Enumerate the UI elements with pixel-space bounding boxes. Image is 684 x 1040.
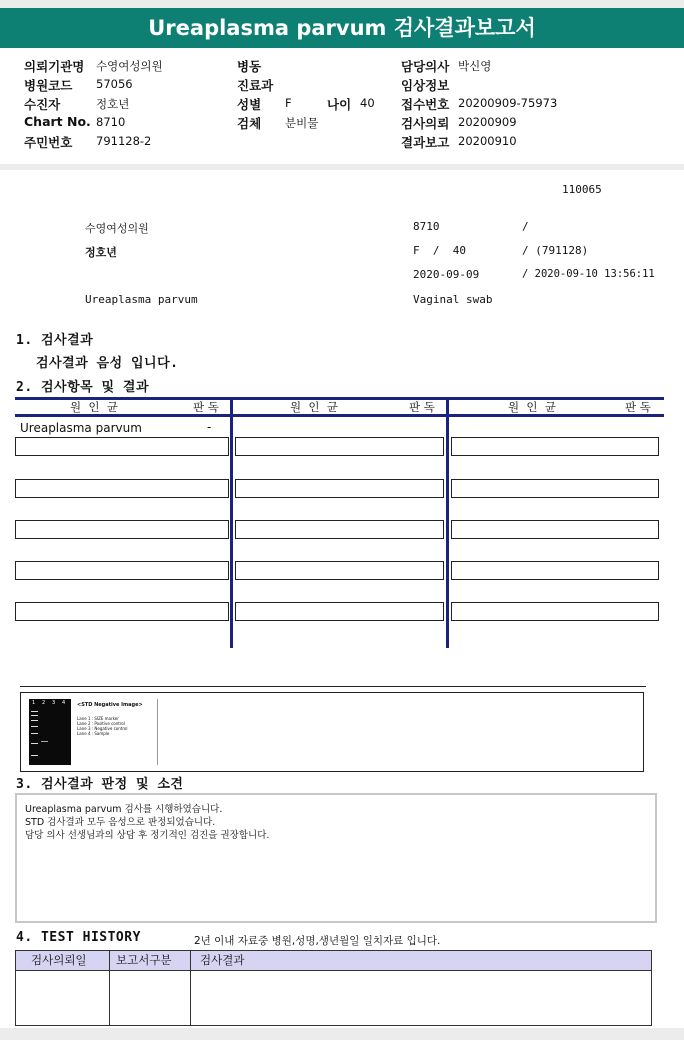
gel-lane-4: 4 — [62, 700, 66, 706]
report-clinic: 수영여성의원 — [85, 222, 149, 235]
label-patient: 수진자 — [24, 97, 61, 112]
result-cell — [235, 561, 444, 580]
result-cell — [451, 479, 659, 498]
section-2-title: 2. 검사항목 및 결과 — [16, 380, 150, 395]
label-sex: 성별 — [237, 97, 262, 112]
history-col-result: 검사결과 — [200, 953, 245, 967]
label-request-date: 검사의뢰 — [401, 116, 450, 131]
opinion-box — [15, 793, 657, 923]
gel-lane-2: 2 — [42, 700, 46, 706]
col-judge-2: 판 독 — [409, 400, 435, 414]
opinion-line-1: Ureaplasma parvum 검사를 시행하였습니다. — [25, 804, 223, 815]
report-chart: 8710 — [413, 220, 440, 233]
result-cell — [15, 602, 229, 621]
label-department: 진료과 — [237, 78, 274, 93]
history-note: 2년 이내 자료중 병원,성명,생년월일 일치자료 입니다. — [194, 935, 441, 947]
gel-legend — [77, 699, 158, 765]
gel-legend-4: Lane 4 : Sample — [77, 731, 110, 736]
value-doctor: 박신영 — [458, 59, 492, 73]
history-divider-1 — [109, 951, 110, 1025]
label-ward: 병동 — [237, 59, 262, 74]
label-institution: 의뢰기관명 — [24, 59, 85, 74]
history-divider-2 — [190, 951, 191, 1025]
label-clinical-info: 임상정보 — [401, 78, 450, 93]
label-specimen: 검체 — [237, 116, 262, 131]
patient-header — [0, 48, 684, 164]
result-cell — [15, 561, 229, 580]
gel-electrophoresis-image — [29, 699, 71, 765]
result-cell — [15, 520, 229, 539]
report-id: / (791128) — [522, 244, 589, 257]
label-age: 나이 — [327, 97, 352, 112]
report-specimen: Vaginal swab — [413, 293, 493, 306]
gel-top-rule — [20, 686, 646, 687]
history-header — [16, 951, 651, 971]
gel-lane-1: 1 — [32, 700, 36, 706]
value-sex: F — [285, 96, 292, 110]
report-title: Ureaplasma parvum 검사결과보고서 — [0, 8, 684, 48]
gel-image-box — [20, 692, 644, 772]
report-slash: / — [522, 220, 529, 233]
value-institution: 수영여성의원 — [96, 59, 163, 73]
value-age: 40 — [360, 96, 375, 110]
history-col-report-type: 보고서구분 — [116, 953, 172, 967]
report-sheet — [0, 170, 684, 1028]
label-hospital-code: 병원코드 — [24, 78, 73, 93]
report-test-name: Ureaplasma parvum — [85, 293, 198, 306]
result-cell — [451, 602, 659, 621]
col-judge-1: 판 독 — [193, 400, 219, 414]
section-4-title: 4. TEST HISTORY — [16, 930, 141, 945]
report-datetime: / 2020-09-10 13:56:11 — [522, 268, 655, 280]
col-organism-2: 원 인 균 — [290, 400, 338, 414]
result-cell — [15, 479, 229, 498]
result-cell — [235, 602, 444, 621]
col-organism-1: 원 인 균 — [70, 400, 118, 414]
value-patient: 정호년 — [96, 97, 130, 111]
gel-title: <STD Negative Image> — [77, 702, 143, 708]
result-cell — [451, 437, 659, 456]
result-cell — [15, 437, 229, 456]
gel-lane-3: 3 — [52, 700, 56, 706]
result-cell — [235, 479, 444, 498]
history-col-request-date: 검사의뢰일 — [31, 953, 87, 967]
result-cell — [451, 561, 659, 580]
value-specimen: 분비물 — [285, 116, 319, 130]
section-3-title: 3. 검사결과 판정 및 소견 — [16, 777, 184, 792]
result-cell — [451, 520, 659, 539]
result-cell — [235, 520, 444, 539]
report-patient: 정호년 — [85, 246, 117, 259]
organism-name: Ureaplasma parvum — [20, 421, 142, 435]
opinion-line-2: STD 검사결과 모두 음성으로 판정되었습니다. — [25, 817, 216, 828]
label-doctor: 담당의사 — [401, 59, 450, 74]
value-report-date: 20200910 — [458, 134, 517, 148]
report-sex-age: F / 40 — [413, 244, 466, 257]
section-1-result: 검사결과 음성 입니다. — [36, 356, 179, 371]
label-report-date: 결과보고 — [401, 135, 450, 150]
value-receipt-no: 20200909-75973 — [458, 96, 558, 110]
col-organism-3: 원 인 균 — [508, 400, 556, 414]
gel-legend-1: Lane 1 : SIZE marker — [77, 716, 119, 721]
table-divider-1 — [230, 397, 233, 648]
value-resident-no: 791128-2 — [96, 134, 152, 148]
value-request-date: 20200909 — [458, 115, 517, 129]
section-1-title: 1. 검사결과 — [16, 333, 94, 348]
report-code: 110065 — [562, 183, 602, 196]
organism-result: - — [207, 420, 212, 434]
opinion-line-3: 담당 의사 선생님과의 상담 후 정기적인 검진을 권장합니다. — [25, 830, 270, 841]
table-divider-2 — [446, 397, 449, 648]
value-chart-no: 8710 — [96, 115, 126, 129]
gel-legend-3: Lane 3 : Negative control — [77, 726, 128, 731]
label-receipt-no: 접수번호 — [401, 97, 450, 112]
report-request-date: 2020-09-09 — [413, 268, 480, 281]
col-judge-3: 판 독 — [625, 400, 651, 414]
value-hospital-code: 57056 — [96, 77, 133, 91]
label-resident-no: 주민번호 — [24, 135, 73, 150]
history-table — [15, 950, 652, 1026]
label-chart-no: Chart No. — [24, 114, 91, 129]
gel-legend-2: Lane 2 : Positive control — [77, 721, 125, 726]
result-cell — [235, 437, 444, 456]
